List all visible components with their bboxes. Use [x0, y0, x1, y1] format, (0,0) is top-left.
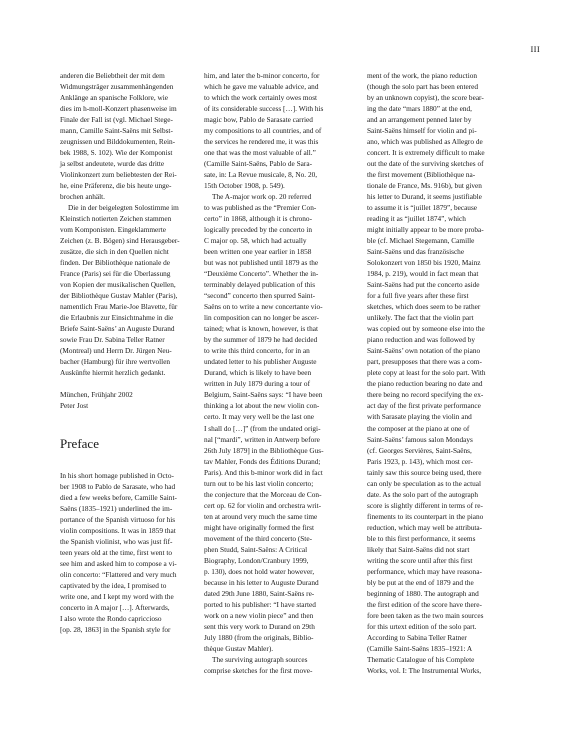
text-line: the first movement (Bibliothèque na-	[367, 170, 476, 180]
text-line: zusätze, die sich in den Quellen nicht	[60, 247, 169, 257]
text-line: ja selbst andeutete, wurde das dritte	[60, 159, 165, 169]
text-line: comprise sketches for the first move-	[204, 665, 313, 675]
paragraph	[60, 389, 190, 411]
text-line: finements to its counterpart in the piano	[367, 511, 484, 521]
text-line: [op. 28, 1863] in the Spanish style for	[60, 624, 171, 634]
text-line: portance of the Spanish virtuoso for his	[60, 514, 176, 524]
text-line: terminably delayed publication of this	[204, 280, 316, 290]
text-line: bacher (Hamburg) für ihre wertvollen	[60, 357, 171, 367]
text-line: Belgium, Saint-Saëns says: “I have been	[204, 390, 323, 400]
text-line: the Spanish violinist, who was just fif-	[60, 536, 173, 546]
text-line: the composer at the piano at one of	[367, 423, 470, 433]
text-line: p. 130), does not hold water however,	[204, 566, 315, 576]
text-line: writing the score until after this first	[367, 555, 473, 565]
text-line: Kleinstich notierten Zeichen stammen	[60, 214, 172, 224]
text-line: sketches, which does seem to be rather	[367, 302, 481, 312]
text-line: tainly saw this source being used, there	[367, 467, 482, 477]
text-line: Paris 1923, p. 143), which most cer-	[367, 456, 473, 466]
text-line: Biography, London/Cranbury 1999,	[204, 555, 309, 565]
text-line: date. As the solo part of the autograph	[367, 489, 479, 499]
paragraph	[60, 470, 190, 635]
text-line: der Bibliothèque Gustav Mahler (Paris),	[60, 291, 178, 301]
text-line: to which the work certainly owes most	[204, 93, 318, 103]
text-line: fore been taken as the two main sources	[367, 610, 484, 620]
text-line: certo. It may very well be the last one	[204, 412, 315, 422]
text-line: ano, which was published as Allegro de	[367, 137, 483, 147]
text-line: tav Mahler, Fonds des Éditions Durand;	[204, 456, 321, 466]
text-line: (Montreal) und Herrn Dr. Jürgen Neu-	[60, 346, 172, 356]
text-line: reading it as “juillet 1874”, which	[367, 214, 466, 224]
text-line: cert op. 62 for violin and orchestra writ-	[204, 500, 322, 510]
text-line: by the summer of 1879 he had decided	[204, 335, 318, 345]
text-line: “Deuxième Concerto”. Whether the in-	[204, 269, 319, 279]
text-line: which he gave me valuable advice, and	[204, 82, 319, 92]
text-line: “second” concerto then spurred Saint-	[204, 291, 316, 301]
text-line: ported to his publisher: “I have started	[204, 599, 316, 609]
text-line: can only be speculation as to the actual	[367, 478, 482, 488]
text-line: concerto in A major […]. Afterwards,	[60, 602, 170, 612]
text-line: violin compositions. It was in 1859 that	[60, 525, 176, 535]
text-line: Saint-Saëns’ own notation of the piano	[367, 346, 481, 356]
text-line: I shall do […]” (from the undated origi-	[204, 423, 321, 433]
text-line: logically preceded by the concerto in	[204, 225, 312, 235]
text-line: von Kopien der musikalischen Quellen,	[60, 280, 176, 290]
text-line: brochen anhält.	[60, 192, 105, 202]
text-line: certo” in 1868, although it is chrono-	[204, 214, 313, 224]
text-line: nal [“mardi”, written in Antwerp before	[204, 434, 320, 444]
text-line: bek 1988, S. 102). Wie der Komponist	[60, 148, 173, 158]
text-column-left	[60, 70, 190, 635]
text-line: die Erlaubnis zur Einsichtnahme in die	[60, 313, 174, 323]
text-line: dies im h-moll-Konzert phasenweise im	[60, 104, 177, 114]
text-line: work on a new violin piece” and then	[204, 610, 314, 620]
text-line: to write this third concerto, for in an	[204, 346, 310, 356]
text-column-middle	[204, 70, 334, 676]
spacer	[60, 378, 190, 389]
text-line: performance, which may have reasona-	[367, 566, 482, 576]
text-line: Saint-Saëns himself for violin and pi-	[367, 126, 477, 136]
text-line: the services he rendered me, it was this	[204, 137, 319, 147]
text-line: undated letter to his publisher Auguste	[204, 357, 317, 367]
spacer	[60, 411, 190, 433]
text-line: 26th July 1879] in the Bibliothèque Gus-	[204, 445, 324, 455]
text-line: him, and later the b-minor concerto, for	[204, 71, 320, 80]
text-line: dated 29th June 1880, Saint-Saëns re-	[204, 588, 315, 598]
text-line: anderen die Beliebtheit der mit dem	[60, 71, 165, 80]
text-line: but was not published until 1879 as the	[204, 258, 319, 268]
text-line: München, Frühjahr 2002	[60, 390, 133, 400]
text-line: Saëns (1835–1921) underlined the im-	[60, 503, 173, 513]
text-line: 15th October 1908, p. 549).	[204, 181, 285, 191]
text-line: teen years old at the time, first went to	[60, 547, 173, 557]
text-line: ing the date “mars 1880” at the end,	[367, 104, 472, 114]
text-line: mann, Camille Saint-Saëns mit Selbst-	[60, 126, 173, 136]
text-line: turn out to be his last violin concerto;	[204, 478, 314, 488]
text-line: concert. It is extremely difficult to make	[367, 148, 485, 158]
text-line: ten at around very much the same time	[204, 511, 318, 521]
text-line: to assume it is “juillet 1879”, because	[367, 203, 478, 213]
text-line: In his short homage published in Octo-	[60, 470, 174, 480]
text-line: unlikely. The fact that the violin part	[367, 313, 474, 323]
text-line: Die in der beigelegten Solostimme im	[68, 203, 179, 213]
paragraph	[367, 70, 505, 676]
text-line: the conjecture that the Morceau de Con-	[204, 489, 322, 499]
text-line: C major op. 58, which had actually	[204, 236, 307, 246]
text-line: see him and asked him to compose a vi-	[60, 558, 177, 568]
text-line: to was published as the “Premier Con-	[204, 203, 317, 213]
text-line: Zeichen (z. B. Bögen) sind Herausgeber-	[60, 236, 180, 246]
text-line: Saëns on to write a new concertante vio-	[204, 302, 323, 312]
text-line: olin concerto: “Flattered and very much	[60, 569, 177, 579]
text-line: one that was the most valuable of all.”	[204, 148, 316, 158]
text-line: captivated by the idea, I promised to	[60, 580, 167, 590]
text-line: plete copy at least for the solo part. With	[367, 368, 486, 378]
text-line: The A-major work op. 20 referred	[212, 192, 312, 202]
text-line: tionale de France, Ms. 916b), but given	[367, 181, 482, 191]
text-line: Anklänge an spanische Folklore, wie	[60, 93, 169, 103]
text-line: of its considerable success […]. With his	[204, 104, 324, 114]
text-line: vom Komponisten. Eingeklammerte	[60, 225, 166, 235]
text-line: write one, and I kept my word with the	[60, 591, 174, 601]
text-line: Saint-Saëns’ famous salon Mondays	[367, 434, 473, 444]
text-line: Violinkonzert zum beliebtesten der Rei-	[60, 170, 177, 180]
text-line: Works, vol. I: The Instrumental Works,	[367, 665, 482, 675]
text-line: might initially appear to be more proba-	[367, 225, 484, 235]
text-line: with Sarasate playing the violin and	[367, 412, 472, 422]
text-line: The surviving autograph sources	[212, 654, 308, 664]
text-line: Durand, which is likely to have been	[204, 368, 312, 378]
text-line: written in July 1879 during a tour of	[204, 379, 310, 389]
text-line: finden. Der Bibliothèque nationale de	[60, 258, 171, 268]
text-line: likely that Saint-Saëns did not start	[367, 544, 470, 554]
text-line: my compositions to all countries, and of	[204, 126, 322, 136]
text-line: might have originally formed the first	[204, 522, 315, 532]
text-line: because in his letter to Auguste Durand	[204, 577, 319, 587]
paragraph	[60, 70, 190, 202]
text-line: Finale der Fall ist (vgl. Michael Stege-	[60, 115, 173, 125]
text-line: died a few weeks before, Camille Saint-	[60, 492, 177, 502]
text-line: was copied out by someone else into the	[367, 324, 485, 334]
text-line: Peter Jost	[60, 401, 89, 411]
text-line: sowie Frau Dr. Sabina Teller Ratner	[60, 335, 165, 345]
text-line: Solokonzert von 1850 bis 1920, Mainz	[367, 258, 481, 268]
text-line: ble (cf. Michael Stegemann, Camille	[367, 236, 475, 246]
text-line: part, presupposes that there was a com-	[367, 357, 482, 367]
text-line: reduction, which may well be attributa-	[367, 522, 483, 532]
text-line: piano reduction and was followed by	[367, 335, 476, 345]
text-line: Widmungsträger zusammenhängenden	[60, 82, 174, 92]
text-line: out the date of the surviving sketches of	[367, 159, 484, 169]
text-line: he, eine Präferenz, die bis heute unge-	[60, 181, 172, 191]
text-line: ble to this first performance, it seems	[367, 533, 476, 543]
text-line: Paris). And this b-minor work did in fact	[204, 467, 323, 477]
text-line: Thematic Catalogue of his Complete	[367, 654, 475, 664]
text-line: phen Studd, Saint-Saëns: A Critical	[204, 544, 308, 554]
paragraph	[60, 202, 190, 378]
text-line: there being no record specifying the ex-	[367, 390, 484, 400]
text-line: July 1880 (from the originals, Biblio-	[204, 632, 314, 642]
text-line: for a full five years after these first	[367, 291, 469, 301]
section-heading: Preface	[60, 435, 99, 451]
text-line: and an arrangement penned later by	[367, 115, 472, 125]
text-line: Saint-Saëns und das französische	[367, 247, 465, 257]
paragraph	[204, 70, 334, 191]
text-line: Saint-Saëns had put the concerto aside	[367, 280, 480, 290]
text-line: tained; what is known, however, is that	[204, 324, 319, 334]
text-line: by an unknown copyist), the score bear-	[367, 93, 484, 103]
text-line: France (Paris) sei für die Überlassung	[60, 269, 171, 279]
text-line: zeugnissen und Bilddokumenten, Rein-	[60, 137, 176, 147]
text-line: the piano reduction bearing no date and	[367, 379, 483, 389]
text-line: (Camille Saint-Saëns 1835–1921: A	[367, 643, 473, 653]
text-line: thinking a lot about the new violin con-	[204, 401, 320, 411]
paragraph	[204, 191, 334, 654]
text-line: lin composition can no longer be ascer-	[204, 313, 319, 323]
text-line: movement of the third concerto (Ste-	[204, 533, 312, 543]
text-line: beginning of 1880. The autograph and	[367, 588, 479, 598]
text-line: been written one year earlier in 1858	[204, 247, 312, 257]
text-line: ber 1908 to Pablo de Sarasate, who had	[60, 481, 176, 491]
text-line: sent this very work to Durand on 29th	[204, 621, 315, 631]
paragraph	[204, 654, 334, 676]
text-line: his letter to Durand, it seems justifiable	[367, 192, 482, 202]
text-line: score is slightly different in terms of re-	[367, 500, 483, 510]
text-line: According to Sabina Teller Ratner	[367, 632, 467, 642]
page-number: III	[530, 44, 540, 54]
text-line: Briefe Saint-Saëns’ an Auguste Durand	[60, 324, 175, 334]
text-line: I also wrote the Rondo capriccioso	[60, 613, 162, 623]
text-line: 1984, p. 219), would in fact mean that	[367, 269, 479, 279]
text-line: act day of the first private performance	[367, 401, 481, 411]
text-line: (though the solo part has been entered	[367, 82, 479, 92]
text-line: namentlich Frau Marie-Joe Blavette, für	[60, 302, 178, 312]
text-line: (cf. Georges Servières, Saint-Saëns,	[367, 445, 472, 455]
text-line: Auskünfte hiermit herzlich gedankt.	[60, 368, 166, 378]
text-line: bly be put at the end of 1879 and the	[367, 577, 474, 587]
text-line: the first edition of the score have there-	[367, 599, 482, 609]
text-line: magic bow, Pablo de Sarasate carried	[204, 115, 313, 125]
text-line: sate, in: La Revue musicale, 8, No. 20,	[204, 170, 318, 180]
text-line: thèque Gustav Mahler).	[204, 643, 274, 653]
text-line: for this urtext edition of the solo part.	[367, 621, 477, 631]
text-line: (Camille Saint-Saëns, Pablo de Sara-	[204, 159, 313, 169]
text-line: ment of the work, the piano reduction	[367, 71, 478, 80]
text-column-right	[367, 70, 505, 676]
